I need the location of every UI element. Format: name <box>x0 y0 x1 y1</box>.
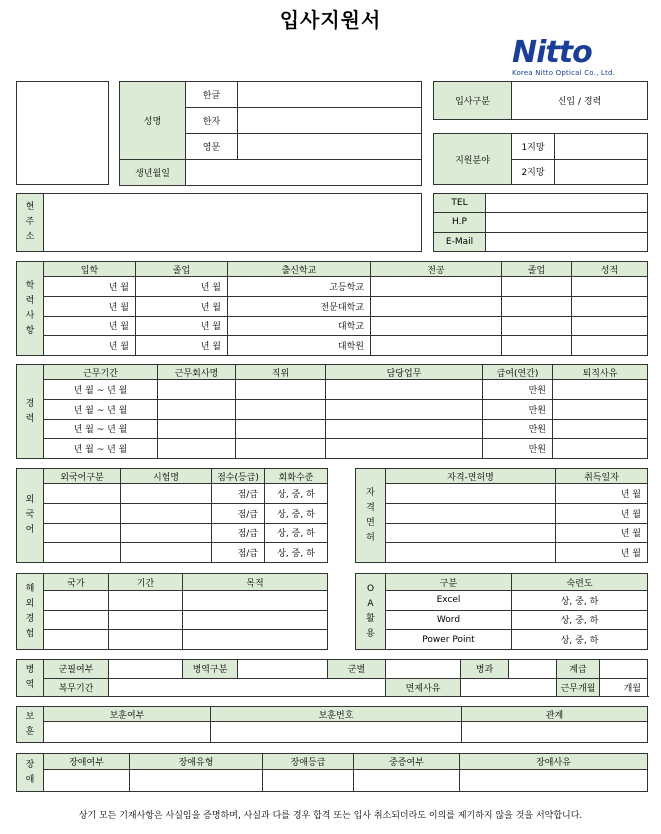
duty-input[interactable] <box>326 439 483 459</box>
disability-type-input[interactable] <box>130 770 263 792</box>
education-header: 성적 <box>572 262 648 277</box>
first-choice-input[interactable] <box>555 134 648 160</box>
oa-item: Word <box>386 610 512 630</box>
career-table <box>16 364 648 459</box>
company-logo <box>512 35 637 82</box>
entry-date[interactable]: 년 월 <box>44 316 136 336</box>
oa-side-label: O A 활 용 <box>356 574 386 650</box>
major-input[interactable] <box>371 277 502 297</box>
graduation-date[interactable]: 년 월 <box>136 316 228 336</box>
oa-level[interactable]: 상, 중, 하 <box>512 630 648 650</box>
logo-brand: Nitto <box>512 35 592 70</box>
english-name-input[interactable] <box>238 134 422 160</box>
duty-input[interactable] <box>326 380 483 400</box>
test-input[interactable] <box>121 543 212 563</box>
address-label: 현 주 소 <box>17 194 44 252</box>
veteran-header: 보훈번호 <box>211 707 462 722</box>
country-input[interactable] <box>44 591 109 611</box>
career-period[interactable]: 년 월 ~ 년 월 <box>44 439 158 459</box>
address-table <box>16 193 422 252</box>
career-side-label: 경 력 <box>17 365 44 459</box>
score-input[interactable]: 점/급 <box>212 503 265 523</box>
exemption-label: 면제사유 <box>386 678 461 697</box>
apply-type-table <box>433 81 648 120</box>
career-header: 직위 <box>236 365 326 380</box>
hanja-name-input[interactable] <box>238 108 422 134</box>
grade-input[interactable] <box>572 336 648 356</box>
service-period-input[interactable] <box>109 678 386 697</box>
graduation-status-input[interactable] <box>502 277 572 297</box>
veteran-table <box>16 706 648 743</box>
purpose-input[interactable] <box>183 610 328 630</box>
veteran-relation-input[interactable] <box>462 722 648 743</box>
language-input[interactable] <box>44 503 121 523</box>
logo-subtitle: Korea Nitto Optical Co., Ltd. <box>512 69 616 77</box>
exemption-input[interactable] <box>461 678 557 697</box>
hangul-label: 한글 <box>186 82 238 108</box>
score-input[interactable]: 점/급 <box>212 523 265 543</box>
grade-label: 계급 <box>557 660 600 679</box>
career-period[interactable]: 년 월 ~ 년 월 <box>44 419 158 439</box>
birth-label: 생년월일 <box>120 160 186 186</box>
service-kind-label: 병역구분 <box>183 660 238 679</box>
rank-input[interactable] <box>509 660 557 679</box>
leave-reason-input[interactable] <box>553 380 648 400</box>
speaking-level[interactable]: 상, 중, 하 <box>265 503 328 523</box>
birth-input[interactable] <box>186 160 422 186</box>
graduation-status-input[interactable] <box>502 316 572 336</box>
entry-date[interactable]: 년 월 <box>44 296 136 316</box>
period-input[interactable] <box>109 610 183 630</box>
entry-date[interactable]: 년 월 <box>44 277 136 297</box>
tel-label: TEL <box>434 194 486 213</box>
language-input[interactable] <box>44 523 121 543</box>
school-name[interactable]: 대학교 <box>228 316 371 336</box>
grade-input[interactable] <box>572 316 648 336</box>
period-input[interactable] <box>109 630 183 650</box>
contact-table <box>433 193 648 252</box>
disability-reason-input[interactable] <box>460 770 648 792</box>
military-table <box>16 659 648 697</box>
language-header: 외국어구분 <box>44 469 121 484</box>
career-header: 근무기간 <box>44 365 158 380</box>
graduation-date[interactable]: 년 월 <box>136 296 228 316</box>
english-label: 영문 <box>186 134 238 160</box>
veteran-side-label: 보 훈 <box>17 707 44 743</box>
oa-table <box>355 573 648 650</box>
salary-input[interactable]: 만원 <box>483 399 553 419</box>
major-input[interactable] <box>371 336 502 356</box>
disability-header: 장애여부 <box>44 754 130 770</box>
disability-header: 장애유형 <box>130 754 263 770</box>
education-header: 전공 <box>371 262 502 277</box>
duty-input[interactable] <box>326 399 483 419</box>
salary-input[interactable]: 만원 <box>483 380 553 400</box>
oa-level[interactable]: 상, 중, 하 <box>512 591 648 611</box>
disability-table <box>16 753 648 792</box>
veteran-status-input[interactable] <box>44 722 211 743</box>
career-header: 담당업무 <box>326 365 483 380</box>
oa-header: 숙련도 <box>512 574 648 591</box>
personal-info-table <box>119 81 422 186</box>
address-input[interactable] <box>44 194 422 252</box>
career-period[interactable]: 년 월 ~ 년 월 <box>44 399 158 419</box>
email-label: E-Mail <box>434 232 486 251</box>
position-input[interactable] <box>236 419 326 439</box>
oa-header: 구분 <box>386 574 512 591</box>
disability-side-label: 장 애 <box>17 754 44 792</box>
license-header: 자격-면허명 <box>386 469 556 484</box>
country-input[interactable] <box>44 610 109 630</box>
hp-label: H.P <box>434 213 486 232</box>
second-choice-input[interactable] <box>555 159 648 185</box>
oa-level[interactable]: 상, 중, 하 <box>512 610 648 630</box>
veteran-number-input[interactable] <box>211 722 462 743</box>
oa-item: Excel <box>386 591 512 611</box>
license-name-input[interactable] <box>386 543 556 563</box>
overseas-header: 목적 <box>183 574 328 591</box>
acquired-date[interactable]: 년 월 <box>556 503 648 523</box>
disability-severity-input[interactable] <box>354 770 460 792</box>
military-side-label: 병 역 <box>17 660 44 697</box>
position-input[interactable] <box>236 380 326 400</box>
career-period[interactable]: 년 월 ~ 년 월 <box>44 380 158 400</box>
education-side-label: 학 력 사 항 <box>17 262 44 356</box>
license-header: 취득일자 <box>556 469 648 484</box>
acquired-date[interactable]: 년 월 <box>556 484 648 504</box>
months-input[interactable]: 개월 <box>600 678 648 697</box>
overseas-side-label: 해 외 경 험 <box>17 574 44 650</box>
first-choice-label: 1지망 <box>512 134 555 160</box>
test-input[interactable] <box>121 484 212 504</box>
service-status-label: 군필여부 <box>44 660 109 679</box>
disability-header: 중증여부 <box>354 754 460 770</box>
license-name-input[interactable] <box>386 523 556 543</box>
education-header: 출신학교 <box>228 262 371 277</box>
second-choice-label: 2지망 <box>512 159 555 185</box>
license-name-input[interactable] <box>386 503 556 523</box>
graduation-status-input[interactable] <box>502 296 572 316</box>
disability-header: 장애사유 <box>460 754 648 770</box>
career-header: 급여(연간) <box>483 365 553 380</box>
license-name-input[interactable] <box>386 484 556 504</box>
veteran-header: 관계 <box>462 707 648 722</box>
purpose-input[interactable] <box>183 591 328 611</box>
education-table <box>16 261 648 356</box>
language-side-label: 외 국 어 <box>17 469 44 563</box>
school-name[interactable]: 고등학교 <box>228 277 371 297</box>
language-input[interactable] <box>44 543 121 563</box>
service-period-label: 복무기간 <box>44 678 109 697</box>
acquired-date[interactable]: 년 월 <box>556 523 648 543</box>
career-header: 근무회사명 <box>158 365 236 380</box>
apply-field-table <box>433 133 648 185</box>
disability-header: 장애등급 <box>263 754 354 770</box>
period-input[interactable] <box>109 591 183 611</box>
speaking-level[interactable]: 상, 중, 하 <box>265 543 328 563</box>
language-header: 시험명 <box>121 469 212 484</box>
grade-input[interactable] <box>572 277 648 297</box>
language-table <box>16 468 328 563</box>
overseas-header: 국가 <box>44 574 109 591</box>
career-header: 퇴직사유 <box>553 365 648 380</box>
veteran-header: 보훈여부 <box>44 707 211 722</box>
branch-label: 군별 <box>328 660 386 679</box>
leave-reason-input[interactable] <box>553 439 648 459</box>
company-input[interactable] <box>158 380 236 400</box>
hangul-name-input[interactable] <box>238 82 422 108</box>
form-title: 입사지원서 <box>279 8 382 32</box>
apply-type-value[interactable]: 신입 / 경력 <box>512 82 648 120</box>
duty-input[interactable] <box>326 419 483 439</box>
apply-type-label: 입사구분 <box>434 82 512 120</box>
leave-reason-input[interactable] <box>553 399 648 419</box>
position-input[interactable] <box>236 399 326 419</box>
apply-field-label: 지원분야 <box>434 134 512 185</box>
language-header: 회화수준 <box>265 469 328 484</box>
graduation-date[interactable]: 년 월 <box>136 277 228 297</box>
name-label: 성명 <box>120 82 186 160</box>
speaking-level[interactable]: 상, 중, 하 <box>265 523 328 543</box>
months-label: 근무개월 <box>557 678 600 697</box>
grade-input[interactable] <box>600 660 648 679</box>
overseas-header: 기간 <box>109 574 183 591</box>
salary-input[interactable]: 만원 <box>483 439 553 459</box>
photo-area[interactable] <box>17 82 109 185</box>
country-input[interactable] <box>44 630 109 650</box>
company-input[interactable] <box>158 419 236 439</box>
rank-label: 병과 <box>461 660 509 679</box>
hp-input[interactable] <box>486 213 648 232</box>
tel-input[interactable] <box>486 194 648 213</box>
test-input[interactable] <box>121 523 212 543</box>
language-input[interactable] <box>44 484 121 504</box>
education-header: 입학 <box>44 262 136 277</box>
company-input[interactable] <box>158 399 236 419</box>
school-name[interactable]: 대학원 <box>228 336 371 356</box>
purpose-input[interactable] <box>183 630 328 650</box>
education-header: 졸업 <box>136 262 228 277</box>
branch-input[interactable] <box>386 660 461 679</box>
photo-box <box>16 81 109 185</box>
position-input[interactable] <box>236 439 326 459</box>
email-input[interactable] <box>486 232 648 251</box>
speaking-level[interactable]: 상, 중, 하 <box>265 484 328 504</box>
service-kind-input[interactable] <box>238 660 328 679</box>
disability-grade-input[interactable] <box>263 770 354 792</box>
leave-reason-input[interactable] <box>553 419 648 439</box>
score-input[interactable]: 점/급 <box>212 484 265 504</box>
education-header: 졸업 <box>502 262 572 277</box>
license-side-label: 자 격 면 허 <box>356 469 386 563</box>
test-input[interactable] <box>121 503 212 523</box>
grade-input[interactable] <box>572 296 648 316</box>
graduation-status-input[interactable] <box>502 336 572 356</box>
hanja-label: 한자 <box>186 108 238 134</box>
oa-item: Power Point <box>386 630 512 650</box>
license-table <box>355 468 648 563</box>
salary-input[interactable]: 만원 <box>483 419 553 439</box>
major-input[interactable] <box>371 316 502 336</box>
disability-status-input[interactable] <box>44 770 130 792</box>
service-status-input[interactable] <box>109 660 183 679</box>
overseas-table <box>16 573 328 650</box>
language-header: 점수(등급) <box>212 469 265 484</box>
graduation-date[interactable]: 년 월 <box>136 336 228 356</box>
company-input[interactable] <box>158 439 236 459</box>
score-input[interactable]: 점/급 <box>212 543 265 563</box>
school-name[interactable]: 전문대학교 <box>228 296 371 316</box>
pledge-statement: 상기 모든 기재사항은 사실임을 증명하며, 사실과 다를 경우 합격 또는 입사 취소되더라도 이의를 제기하지 않을 것을 서약합니다. <box>78 811 583 821</box>
entry-date[interactable]: 년 월 <box>44 336 136 356</box>
major-input[interactable] <box>371 296 502 316</box>
acquired-date[interactable]: 년 월 <box>556 543 648 563</box>
